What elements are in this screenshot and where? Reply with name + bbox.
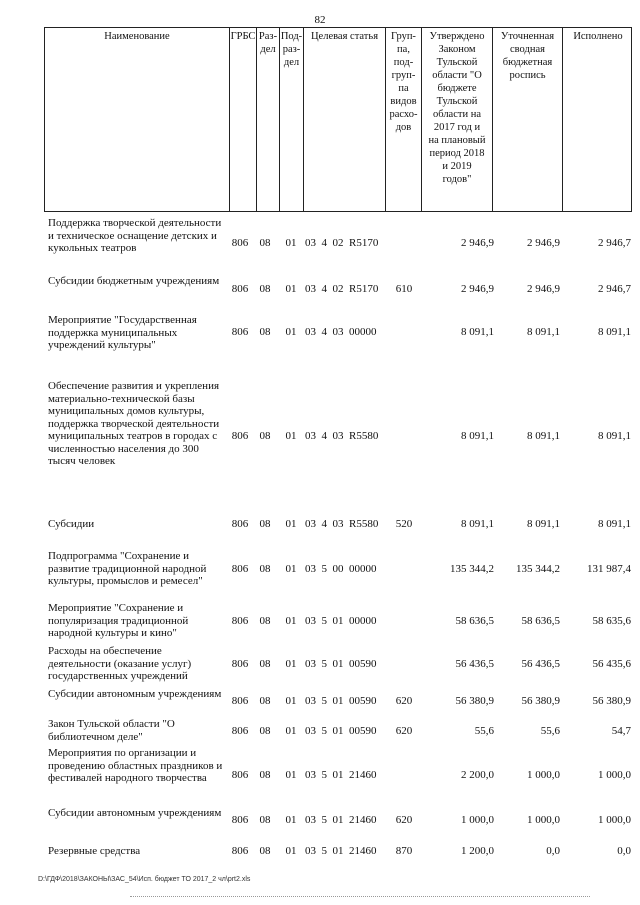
row-group: 610 bbox=[395, 283, 413, 295]
row-target-article: 03 5 00 00000 bbox=[305, 563, 377, 575]
row-grbs: 806 bbox=[231, 769, 249, 781]
row-grbs: 806 bbox=[231, 283, 249, 295]
row-refined: 58 636,5 bbox=[521, 615, 560, 627]
row-podrazdel: 01 bbox=[285, 430, 297, 442]
header-name-text: Наименование bbox=[104, 31, 170, 42]
row-refined: 2 946,9 bbox=[527, 237, 560, 249]
row-target-article: 03 4 02 R5170 bbox=[305, 237, 379, 249]
row-approved: 2 946,9 bbox=[461, 237, 494, 249]
row-target-article: 03 4 02 R5170 bbox=[305, 283, 379, 295]
row-razdel: 08 bbox=[259, 658, 271, 670]
table-row bbox=[44, 602, 632, 644]
row-refined: 8 091,1 bbox=[527, 430, 560, 442]
row-grbs: 806 bbox=[231, 845, 249, 857]
row-approved: 1 000,0 bbox=[461, 814, 494, 826]
row-target-article: 03 4 03 R5580 bbox=[305, 518, 379, 530]
row-podrazdel: 01 bbox=[285, 615, 297, 627]
row-refined: 8 091,1 bbox=[527, 326, 560, 338]
file-path-footer: D:\ГДФ\2018\ЗАКОНЫ\ЗАС_54\Исп. бюджет ТО 2017_2 чл\prt2.xls bbox=[38, 876, 251, 883]
header-name bbox=[45, 28, 229, 211]
row-name: Резервные средства bbox=[48, 845, 141, 857]
header-approved bbox=[421, 28, 492, 211]
row-podrazdel: 01 bbox=[285, 725, 297, 737]
row-razdel: 08 bbox=[259, 725, 271, 737]
row-approved: 2 946,9 bbox=[461, 283, 494, 295]
row-name: Мероприятие "Сохранение и популяризация традиционной народной культуры и кино" bbox=[48, 602, 189, 639]
header-approved-text: Утверждено Законом Тульской области "О бюджете Тульской области на 2017 год и на плановый период 2018 и 2019 годов" bbox=[428, 31, 486, 185]
row-approved: 1 200,0 bbox=[461, 845, 494, 857]
row-grbs: 806 bbox=[231, 430, 249, 442]
row-executed: 131 987,4 bbox=[587, 563, 631, 575]
row-name: Субсидии bbox=[48, 518, 95, 530]
row-grbs: 806 bbox=[231, 658, 249, 670]
row-podrazdel: 01 bbox=[285, 695, 297, 707]
row-razdel: 08 bbox=[259, 563, 271, 575]
row-refined: 56 380,9 bbox=[521, 695, 560, 707]
row-refined: 1 000,0 bbox=[527, 769, 560, 781]
row-name: Субсидии бюджетным учреждениям bbox=[48, 275, 220, 287]
scan-artifact-line bbox=[130, 896, 590, 899]
row-razdel: 08 bbox=[259, 430, 271, 442]
header-refined bbox=[492, 28, 562, 211]
row-refined: 0,0 bbox=[546, 845, 560, 857]
row-razdel: 08 bbox=[259, 615, 271, 627]
header-razdel-text: Раз- дел bbox=[258, 31, 278, 55]
row-name: Субсидии автономным учреждениям bbox=[48, 807, 222, 819]
row-approved: 8 091,1 bbox=[461, 430, 494, 442]
header-cs-text: Целевая статья bbox=[310, 31, 379, 42]
row-podrazdel: 01 bbox=[285, 563, 297, 575]
row-name: Расходы на обеспечение деятельности (оказание услуг) государственных учреждений bbox=[48, 645, 192, 682]
table-row bbox=[44, 217, 632, 272]
header-executed-text: Исполнено bbox=[573, 31, 623, 42]
header-grbs bbox=[229, 28, 256, 211]
row-approved: 2 200,0 bbox=[461, 769, 494, 781]
row-name: Обеспечение развития и укрепления материально-технической базы муниципальных домов культуры, поддержка творческой деятельности муниципальных театров в городах с численностью населения до 300 тысяч человек bbox=[48, 380, 220, 467]
row-grbs: 806 bbox=[231, 237, 249, 249]
row-executed: 58 635,6 bbox=[592, 615, 631, 627]
table-row bbox=[44, 314, 632, 359]
header-target-article bbox=[303, 28, 385, 211]
row-approved: 55,6 bbox=[474, 725, 494, 737]
page-number: 82 bbox=[314, 14, 326, 26]
row-target-article: 03 5 01 00000 bbox=[305, 615, 377, 627]
row-refined: 8 091,1 bbox=[527, 518, 560, 530]
table-row bbox=[44, 845, 632, 861]
table-row bbox=[44, 645, 632, 687]
row-grbs: 806 bbox=[231, 814, 249, 826]
table-row bbox=[44, 688, 632, 716]
row-podrazdel: 01 bbox=[285, 237, 297, 249]
row-group: 520 bbox=[395, 518, 413, 530]
row-executed: 56 435,6 bbox=[592, 658, 631, 670]
row-razdel: 08 bbox=[259, 283, 271, 295]
row-podrazdel: 01 bbox=[285, 845, 297, 857]
row-executed: 1 000,0 bbox=[598, 769, 631, 781]
row-approved: 8 091,1 bbox=[461, 518, 494, 530]
header-refined-text: Уточненная сводная бюджетная роспись bbox=[500, 31, 555, 81]
row-razdel: 08 bbox=[259, 695, 271, 707]
row-approved: 58 636,5 bbox=[455, 615, 494, 627]
row-executed: 56 380,9 bbox=[592, 695, 631, 707]
row-target-article: 03 5 01 00590 bbox=[305, 658, 377, 670]
row-target-article: 03 5 01 21460 bbox=[305, 814, 377, 826]
header-executed bbox=[562, 28, 633, 211]
row-approved: 135 344,2 bbox=[450, 563, 494, 575]
row-name: Поддержка творческой деятельности и техническое оснащение детских и кукольных театров bbox=[48, 217, 222, 254]
row-grbs: 806 bbox=[231, 695, 249, 707]
row-executed: 8 091,1 bbox=[598, 430, 631, 442]
row-approved: 8 091,1 bbox=[461, 326, 494, 338]
row-executed: 8 091,1 bbox=[598, 518, 631, 530]
table-row bbox=[44, 807, 632, 835]
row-name: Мероприятие "Государственная поддержка муниципальных учреждений культуры" bbox=[48, 314, 197, 351]
row-razdel: 08 bbox=[259, 518, 271, 530]
row-razdel: 08 bbox=[259, 814, 271, 826]
row-podrazdel: 01 bbox=[285, 658, 297, 670]
row-razdel: 08 bbox=[259, 769, 271, 781]
row-podrazdel: 01 bbox=[285, 518, 297, 530]
table-row bbox=[44, 747, 632, 805]
row-name: Закон Тульской области "О библиотечном деле" bbox=[48, 718, 175, 743]
table-row bbox=[44, 518, 632, 534]
row-name: Субсидии автономным учреждениям bbox=[48, 688, 222, 700]
row-podrazdel: 01 bbox=[285, 283, 297, 295]
row-approved: 56 380,9 bbox=[455, 695, 494, 707]
row-target-article: 03 4 03 00000 bbox=[305, 326, 377, 338]
row-razdel: 08 bbox=[259, 237, 271, 249]
table-header bbox=[44, 27, 632, 212]
row-target-article: 03 5 01 21460 bbox=[305, 845, 377, 857]
header-group-text: Груп- па, под- груп- па видов расхо- дов bbox=[389, 31, 418, 133]
row-executed: 1 000,0 bbox=[598, 814, 631, 826]
row-group: 620 bbox=[395, 695, 413, 707]
header-razdel bbox=[256, 28, 279, 211]
table-row bbox=[44, 380, 632, 495]
header-podrazdel-text: Под- раз- дел bbox=[280, 31, 303, 68]
header-podrazdel bbox=[279, 28, 303, 211]
row-name: Мероприятия по организации и проведению областных праздников и фестивалей народного творчества bbox=[48, 747, 223, 784]
row-grbs: 806 bbox=[231, 563, 249, 575]
row-executed: 54,7 bbox=[611, 725, 631, 737]
row-razdel: 08 bbox=[259, 845, 271, 857]
row-podrazdel: 01 bbox=[285, 769, 297, 781]
row-refined: 2 946,9 bbox=[527, 283, 560, 295]
row-target-article: 03 5 01 00590 bbox=[305, 695, 377, 707]
row-podrazdel: 01 bbox=[285, 326, 297, 338]
row-target-article: 03 5 01 00590 bbox=[305, 725, 377, 737]
row-name: Подпрограмма "Сохранение и развитие традиционной народной культуры, промыслов и ремесел" bbox=[48, 550, 207, 587]
row-refined: 1 000,0 bbox=[527, 814, 560, 826]
row-grbs: 806 bbox=[231, 615, 249, 627]
header-grbs-text: ГРБС bbox=[230, 31, 256, 42]
row-approved: 56 436,5 bbox=[455, 658, 494, 670]
row-podrazdel: 01 bbox=[285, 814, 297, 826]
row-group: 620 bbox=[395, 814, 413, 826]
row-grbs: 806 bbox=[231, 725, 249, 737]
table-row bbox=[44, 550, 632, 595]
table-row bbox=[44, 718, 632, 746]
table-row bbox=[44, 275, 632, 305]
row-grbs: 806 bbox=[231, 518, 249, 530]
row-executed: 8 091,1 bbox=[598, 326, 631, 338]
row-refined: 55,6 bbox=[540, 725, 560, 737]
row-executed: 0,0 bbox=[617, 845, 631, 857]
row-executed: 2 946,7 bbox=[598, 283, 631, 295]
row-refined: 56 436,5 bbox=[521, 658, 560, 670]
row-grbs: 806 bbox=[231, 326, 249, 338]
row-target-article: 03 5 01 21460 bbox=[305, 769, 377, 781]
row-razdel: 08 bbox=[259, 326, 271, 338]
header-group bbox=[385, 28, 421, 211]
row-group: 870 bbox=[395, 845, 413, 857]
row-group: 620 bbox=[395, 725, 413, 737]
row-refined: 135 344,2 bbox=[516, 563, 560, 575]
row-target-article: 03 4 03 R5580 bbox=[305, 430, 379, 442]
row-executed: 2 946,7 bbox=[598, 237, 631, 249]
